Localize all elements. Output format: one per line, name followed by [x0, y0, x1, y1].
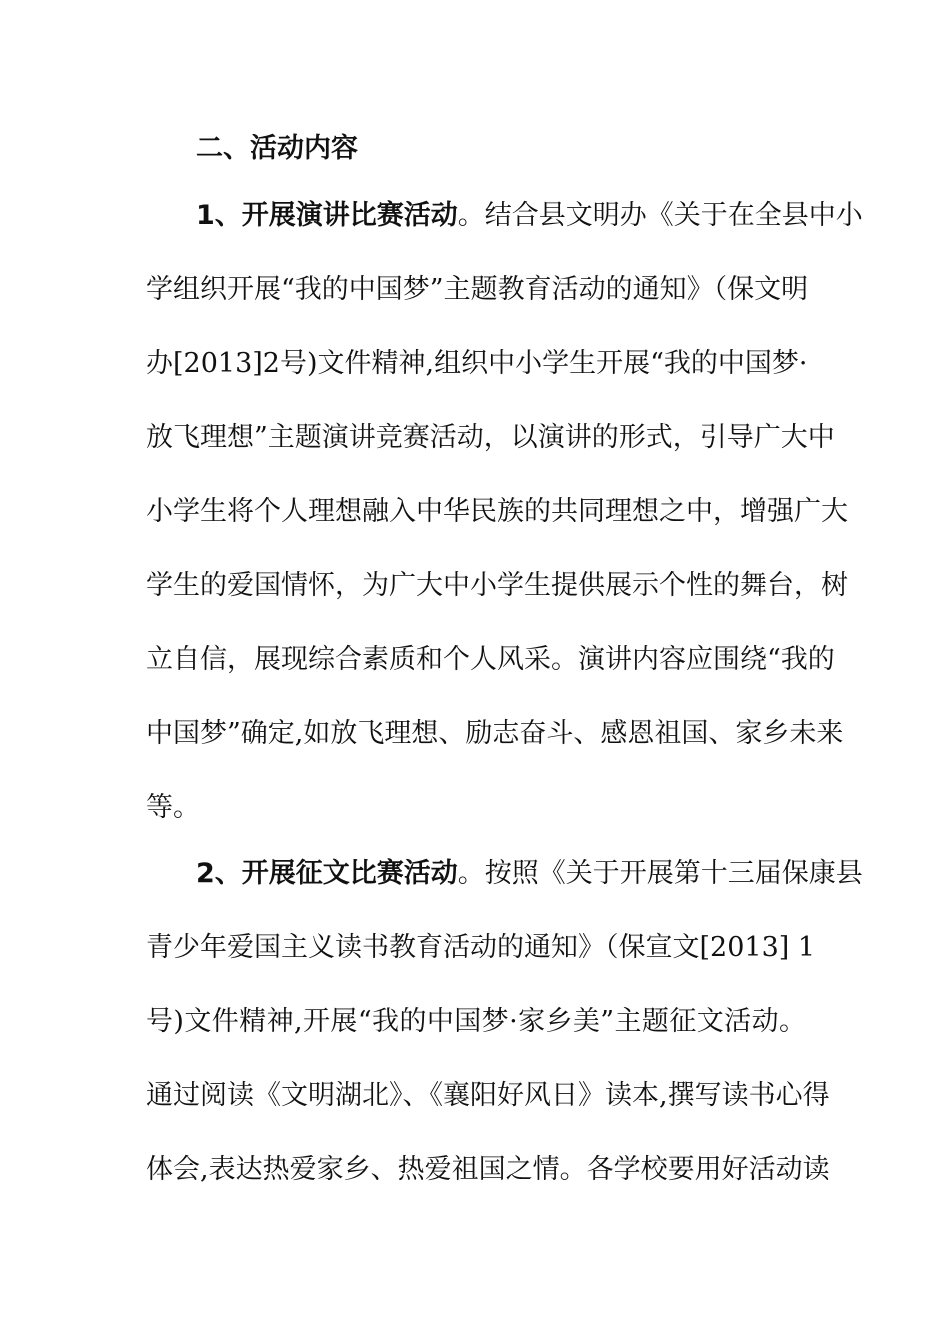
item1-line: 放飞理想”主题演讲竞赛活动，以演讲的形式，引导广大中: [146, 422, 835, 453]
item1-line: 小学生将个人理想融入中华民族的共同理想之中，增强广大: [146, 496, 848, 527]
item1-line: 办[2013]2号)文件精神,组织中小学生开展“我的中国梦·: [146, 348, 808, 379]
item1-line: 立自信，展现综合素质和个人风采。演讲内容应围绕“我的: [146, 644, 835, 675]
item1-line: 学生的爱国情怀，为广大中小学生提供展示个性的舞台，树: [146, 570, 848, 601]
item1-line: 中国梦”确定,如放飞理想、励志奋斗、感恩祖国、家乡未来: [146, 718, 844, 749]
item2-line: 通过阅读《文明湖北》、《襄阳好风日》读本,撰写读书心得: [146, 1080, 830, 1111]
item2-first-line: [196, 856, 863, 892]
item2-line: 号)文件精神,开展“我的中国梦·家乡美”主题征文活动。: [146, 1006, 806, 1037]
item1-lead: 1、开展演讲比赛活动: [196, 200, 458, 231]
item1-line: 学组织开展“我的中国梦”主题教育活动的通知》（保文明: [146, 274, 809, 305]
item2-line1-rest: 。按照《关于开展第十三届保康县: [457, 858, 863, 889]
item1-first-line: [196, 198, 863, 234]
item1-line: 等。: [146, 792, 200, 823]
item2-lead: 2、开展征文比赛活动: [196, 858, 458, 889]
item1-line1-rest: 。结合县文明办《关于在全县中小: [457, 200, 863, 231]
item2-line: 体会,表达热爱家乡、热爱祖国之情。各学校要用好活动读: [146, 1154, 830, 1185]
item2-line: 青少年爱国主义读书教育活动的通知》（保宣文[2013] 1: [146, 932, 816, 963]
section-heading: 二、活动内容: [196, 133, 358, 164]
